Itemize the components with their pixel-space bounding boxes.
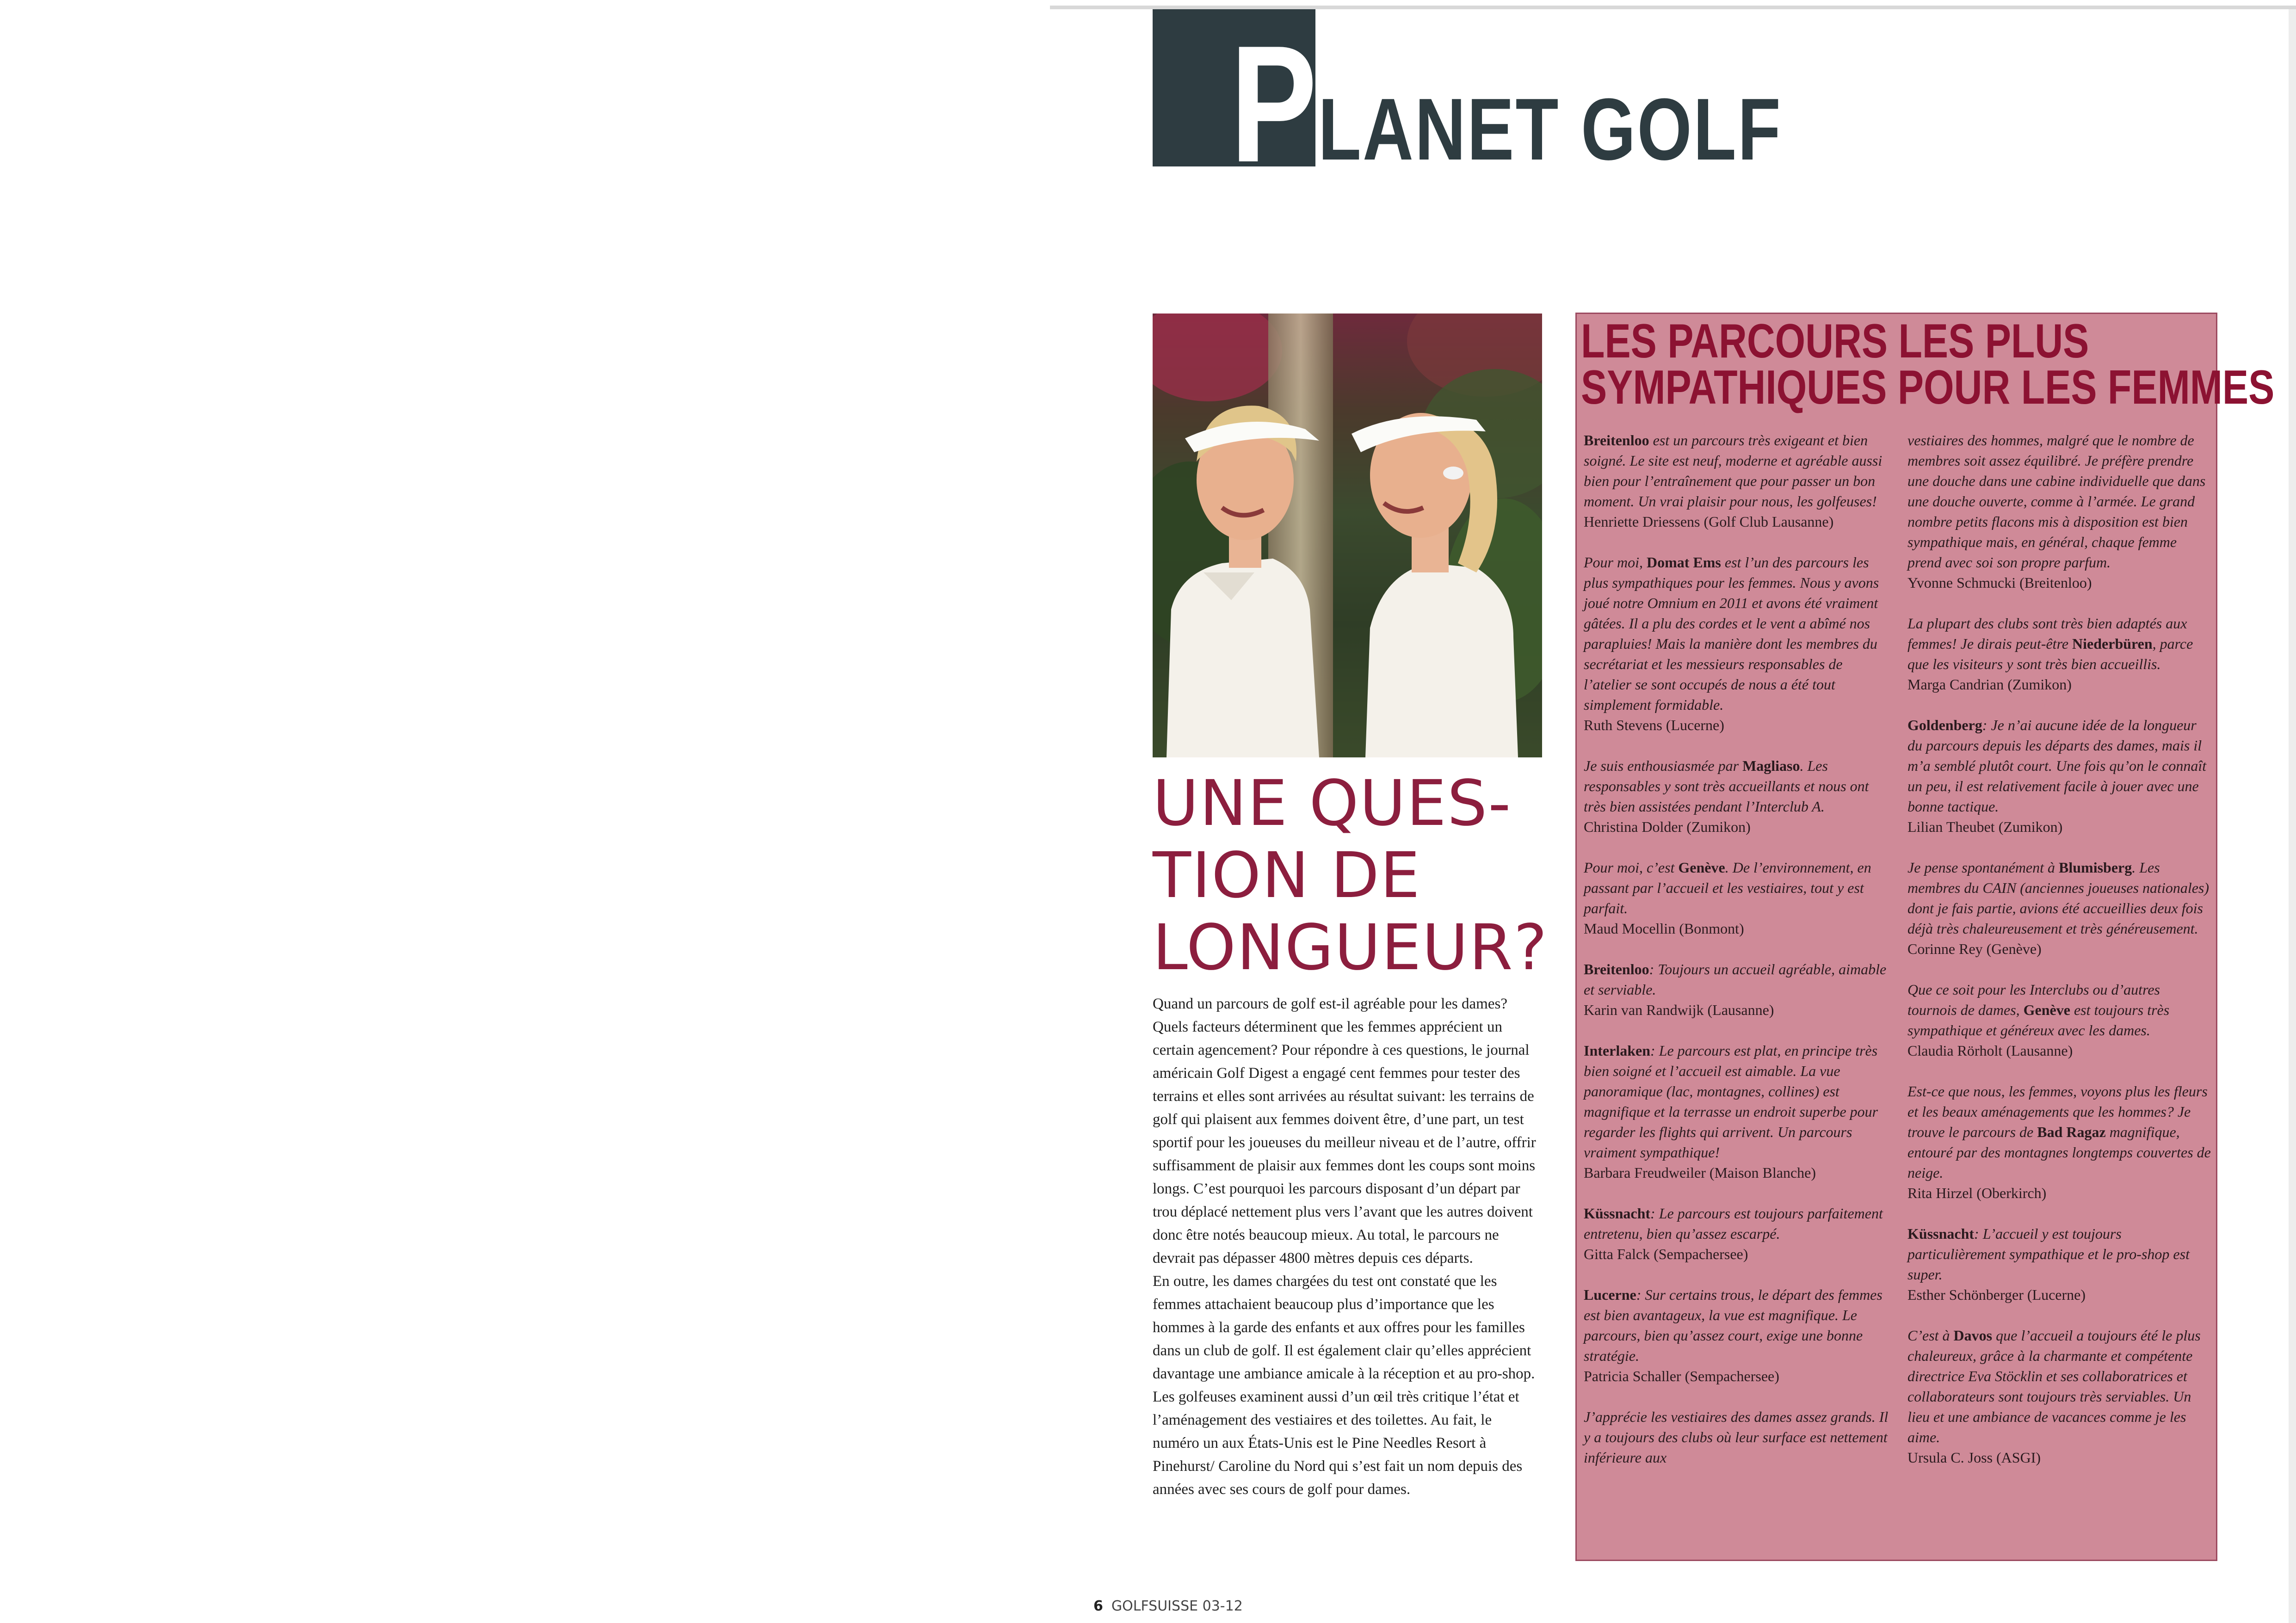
publication-name: GOLFSUISSE 03-12 [1111, 1598, 1243, 1614]
quote-text: . Les responsables y sont très accueillants et nous ont très bien assistées pendant l’Interclub A. [1584, 757, 1869, 815]
testimonial [1584, 1407, 1889, 1468]
quote-text: Que ce soit pour les Interclubs ou d’autres tournois de dames, [1907, 981, 2160, 1018]
club-name: Genève [1678, 859, 1725, 876]
testimonial-quote [1584, 756, 1889, 817]
quote-text: : Le parcours est toujours parfaitement entretenu, bien qu’assez escarpé. [1584, 1205, 1883, 1242]
testimonial [1907, 857, 2213, 959]
page-number: 6 [1093, 1598, 1103, 1614]
quote-text: : Je n’ai aucune idée de la longueur du parcours depuis les départs des dames, mais il m’a semblé plutôt court. Une fois qu’on le connaît un peu, il est relativement facile à jouer avec une bonne tactique. [1907, 717, 2207, 815]
article-body [1153, 992, 1537, 1501]
quote-text: Je pense spontanément à [1907, 859, 2059, 876]
quote-text: est toujours très sympathique et généreux avec les dames. [1907, 1002, 2170, 1039]
testimonial [1584, 430, 1889, 532]
quote-text: Pour moi, [1584, 554, 1647, 571]
testimonial-quote [1584, 1203, 1889, 1244]
page-footer [1093, 1597, 1243, 1616]
testimonial [1907, 1325, 2213, 1468]
sidebar-title-line: LES PARCOURS LES PLUS [1581, 314, 2089, 368]
testimonial [1584, 1040, 1889, 1183]
testimonial [1907, 430, 2213, 593]
testimonial-author: Claudia Rörholt (Lausanne) [1907, 1042, 2073, 1059]
photo-illustration [1153, 314, 1542, 757]
page-edge-shadow [2289, 9, 2296, 1623]
club-name: Interlaken [1584, 1042, 1650, 1059]
club-name: Küssnacht [1584, 1205, 1651, 1222]
testimonial-quote [1584, 1285, 1889, 1366]
testimonial-author: Gitta Falck (Sempachersee) [1584, 1246, 1748, 1262]
testimonial-quote [1907, 715, 2213, 817]
quote-text: : Sur certains trous, le départ des femmes est bien avantageux, la vue est magnifique. Le parcours, bien qu’assez court, exige une bonne stratégie. [1584, 1286, 1882, 1364]
testimonial-quote [1907, 1223, 2213, 1285]
quote-text: : Le parcours est plat, en principe très bien soigné et l’accueil est aimable. La vue panoramique (lac, montagnes, collines) est magnifique et la terrasse un endroit superbe pour regarder les flights qui arrivent. Un parcours vraiment sympathique! [1584, 1042, 1878, 1161]
testimonial [1907, 613, 2213, 695]
quote-text: vestiaires des hommes, malgré que le nombre de membres soit assez équilibré. Je préfère prendre une douche dans une cabine individuelle que dans une douche ouverte, comme à l’armée. Le grand nombre petits flacons mis à disposition est bien sympathique mais, en général, chaque femme prend avec soi son propre parfum. [1907, 432, 2206, 571]
testimonial [1907, 979, 2213, 1061]
testimonial-author: Barbara Freudweiler (Maison Blanche) [1584, 1164, 1816, 1181]
headline-line: UNE QUES- [1153, 767, 1512, 840]
logo-initial: P [1230, 11, 1317, 197]
testimonial-author: Patricia Schaller (Sempachersee) [1584, 1368, 1779, 1384]
testimonial-author: Marga Candrian (Zumikon) [1907, 676, 2072, 693]
testimonial [1584, 552, 1889, 735]
testimonial-quote [1584, 1040, 1889, 1162]
quote-text: . De l’environnement, en passant par l’accueil et les vestiaires, tout y est parfait. [1584, 859, 1871, 916]
testimonial [1907, 715, 2213, 837]
quote-text: est un parcours très exigeant et bien soigné. Le site est neuf, moderne et agréable aussi bien pour l’entraînement que pour passer un bon moment. Un vrai plaisir pour nous, les golfeuses! [1584, 432, 1882, 510]
club-name: Genève [2023, 1002, 2070, 1018]
quote-text: magnifique, entouré par des montagnes longtemps couvertes de neige. [1907, 1124, 2211, 1181]
testimonials-column-2 [1907, 430, 2213, 1488]
testimonial-author: Maud Mocellin (Bonmont) [1584, 920, 1744, 937]
testimonial [1584, 959, 1889, 1020]
quote-text: Je suis enthousiasmée par [1584, 757, 1743, 774]
article-paragraph: En outre, les dames chargées du test ont constaté que les femmes attachaient beaucoup plus d’importance que les hommes à la garde des enfants et aux offres pour les familles dans un club de golf. Il est également clair qu’elles apprécient davantage une ambiance amicale à la réception et au pro-shop. Les golfeuses examinent aussi d’un œil très critique l’état et l’aménagement des vestiaires et des toilettes. Au fait, le numéro un aux États-Unis est le Pine Needles Resort à Pinehurst/ Caroline du Nord qui s’est fait un nom depuis des années avec ses cours de golf pour dames. [1153, 1273, 1535, 1498]
logo-title: LANET GOLF [1318, 80, 1783, 178]
testimonials-column-1 [1584, 430, 1889, 1488]
testimonial [1584, 1285, 1889, 1386]
photo-two-golfers [1153, 314, 1542, 757]
testimonial-quote [1584, 552, 1889, 715]
article-paragraph: Quand un parcours de golf est-il agréable pour les dames? Quels facteurs déterminent que les femmes apprécient un certain agencement? Pour répondre à ces questions, le journal américain Golf Digest a engagé cent femmes pour tester des terrains et elles sont arrivées au résultat suivant: les terrains de golf qui plaisent aux femmes doivent être, d’une part, un test sportif pour les joueuses du meilleur niveau et de l’autre, offrir suffisamment de plaisir aux femmes dont les coups sont moins longs. C’est pourquoi les parcours disposant d’un départ par trou déplacé nettement plus vers l’avant que les autres doivent donc être notés beaucoup mieux. Au total, le parcours ne devrait pas dépasser 4800 mètres depuis ces départs. [1153, 996, 1536, 1266]
quote-text: que l’accueil a toujours été le plus chaleureux, grâce à la charmante et compétente directrice Eva Stöcklin et ses collaboratrices et collaborateurs sont toujours très serviables. Un lieu et une ambiance de vacances comme je les aime. [1907, 1327, 2201, 1445]
quote-text: La plupart des clubs sont très bien adaptés aux femmes! Je dirais peut-être [1907, 615, 2187, 652]
club-name: Niederbüren [2072, 635, 2153, 652]
quote-text: J’apprécie les vestiaires des dames assez grands. Il y a toujours des clubs où leur surface est nettement inférieure aux [1584, 1408, 1889, 1466]
testimonial-author: Esther Schönberger (Lucerne) [1907, 1286, 2086, 1303]
testimonial [1907, 1081, 2213, 1203]
testimonial-quote [1907, 857, 2213, 939]
testimonial-author: Christina Dolder (Zumikon) [1584, 818, 1751, 835]
club-name: Breitenloo [1584, 961, 1649, 977]
testimonial-author: Yvonne Schmucki (Breitenloo) [1907, 574, 2092, 591]
testimonial-quote [1907, 1081, 2213, 1183]
testimonial [1584, 857, 1889, 939]
headline-line: LONGUEUR? [1153, 911, 1548, 984]
club-name: Magliaso [1742, 757, 1800, 774]
testimonial-author: Lilian Theubet (Zumikon) [1907, 818, 2063, 835]
testimonial-author: Karin van Randwijk (Lausanne) [1584, 1002, 1774, 1018]
quote-text: est l’un des parcours les plus sympathiques pour les femmes. Nous y avons joué notre Omnium en 2011 et avons été vraiment gâtées. Il a plu des cordes et le vent a abîmé nos parapluies! Mais la manière dont les membres du secrétariat et les messieurs responsables de l’atelier se sont occupés de nous a été tout simplement formidable. [1584, 554, 1879, 713]
article-headline [1153, 768, 1550, 984]
testimonial-quote [1907, 430, 2213, 572]
quote-text: : L’accueil y est toujours particulièrement sympathique et le pro-shop est super. [1907, 1225, 2190, 1283]
quote-text: Est-ce que nous, les femmes, voyons plus les fleurs et les beaux aménagements que les hommes? Je trouve le parcours de [1907, 1083, 2208, 1140]
testimonial [1907, 1223, 2213, 1305]
club-name: Küssnacht [1907, 1225, 1975, 1242]
quote-text: . Les membres du CAIN (anciennes joueuses nationales) dont je fais partie, avions été accueillies deux fois déjà très chaleureusement et très généreusement. [1907, 859, 2210, 937]
testimonial [1584, 1203, 1889, 1264]
testimonial-quote [1584, 1407, 1889, 1468]
quote-text: , parce que les visiteurs y sont très bien accueillis. [1907, 635, 2193, 672]
testimonial-quote [1907, 1325, 2213, 1447]
club-name: Bad Ragaz [2037, 1124, 2106, 1140]
club-name: Davos [1953, 1327, 1993, 1344]
testimonial-author: Rita Hirzel (Oberkirch) [1907, 1185, 2047, 1201]
testimonial-author: Corinne Rey (Genève) [1907, 941, 2042, 957]
club-name: Blumisberg [2059, 859, 2132, 876]
testimonial [1584, 756, 1889, 837]
club-name: Lucerne [1584, 1286, 1636, 1303]
quote-text: Pour moi, c’est [1584, 859, 1679, 876]
testimonial-quote [1907, 979, 2213, 1040]
quote-text: : Toujours un accueil agréable, aimable et serviable. [1584, 961, 1887, 998]
testimonial-author: Ursula C. Joss (ASGI) [1907, 1449, 2041, 1466]
testimonial-quote [1584, 857, 1889, 918]
top-rule [1050, 6, 2296, 9]
quote-text: C’est à [1907, 1327, 1954, 1344]
club-name: Breitenloo [1584, 432, 1649, 449]
testimonial-quote [1907, 613, 2213, 674]
club-name: Goldenberg [1907, 717, 1982, 733]
testimonial-author: Ruth Stevens (Lucerne) [1584, 717, 1724, 733]
headline-line: TION DE [1153, 839, 1421, 912]
sidebar-title-line: SYMPATHIQUES POUR LES FEMMES [1581, 361, 2275, 414]
testimonial-quote [1584, 430, 1889, 511]
club-name: Domat Ems [1647, 554, 1721, 571]
testimonial-author: Henriette Driessens (Golf Club Lausanne) [1584, 513, 1834, 530]
testimonial-quote [1584, 959, 1889, 1000]
sidebar-title [1581, 314, 2275, 414]
